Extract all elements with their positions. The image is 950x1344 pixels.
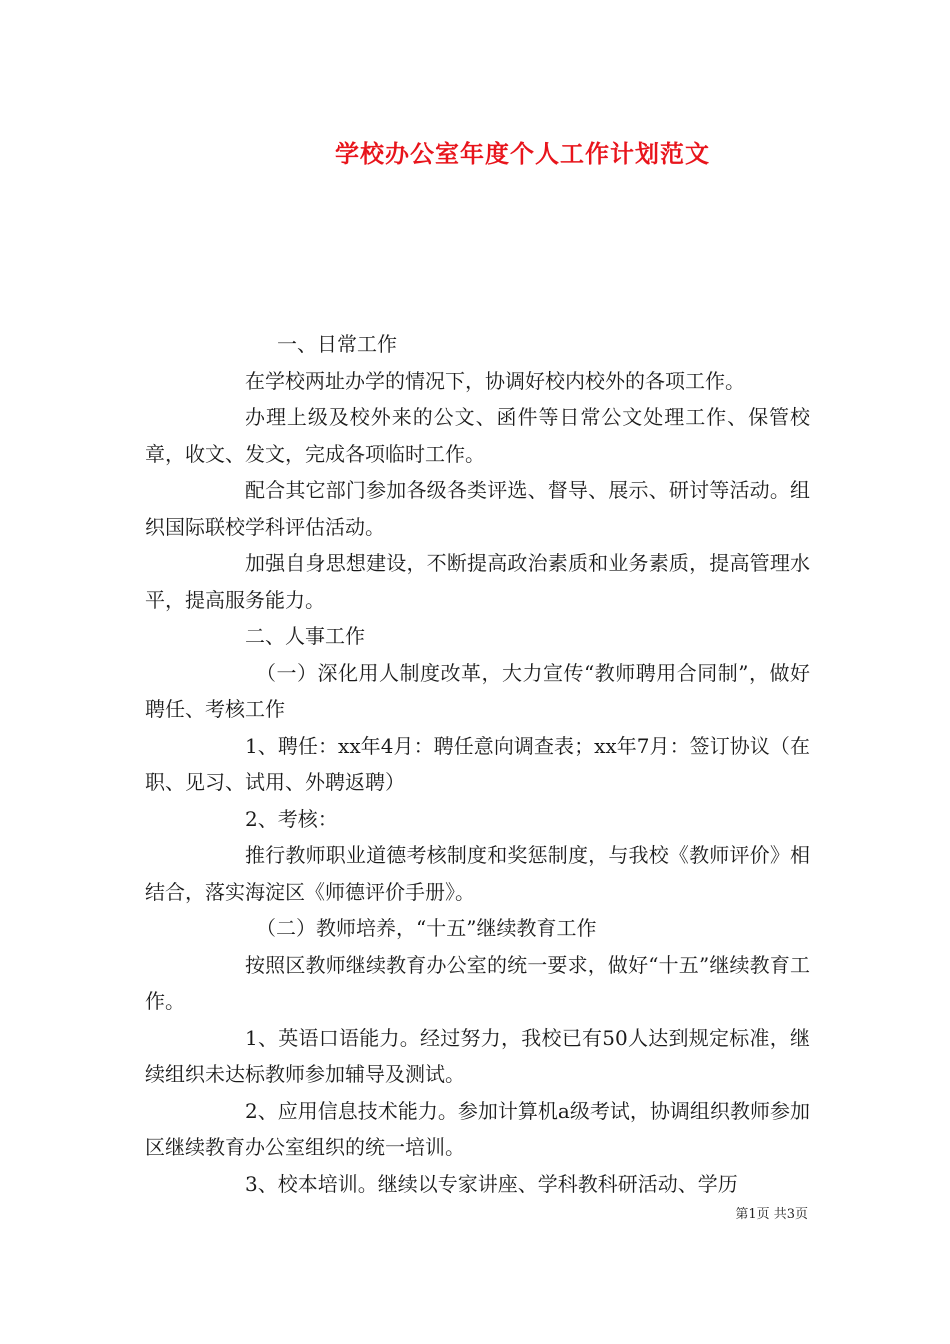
paragraph: 推行教师职业道德考核制度和奖惩制度，与我校《教师评价》相结合，落实海淀区《师德评价手册》。	[145, 843, 810, 904]
paragraph: 配合其它部门参加各级各类评选、督导、展示、研讨等活动。组织国际联校学科评估活动。	[145, 478, 810, 539]
paragraph: 2、考核：	[245, 806, 338, 831]
section-heading: 一、日常工作	[277, 332, 397, 356]
paragraph: 2、应用信息技术能力。参加计算机a级考试，协调组织教师参加区继续教育办公室组织的统一培训。	[145, 1098, 810, 1159]
paragraph: 办理上级及校外来的公文、函件等日常公文处理工作、保管校章，收文、发文，完成各项临时工作。	[145, 405, 810, 466]
paragraph: 加强自身思想建设，不断提高政治素质和业务素质，提高管理水平，提高服务能力。	[145, 551, 810, 612]
paragraph: 按照区教师继续教育办公室的统一要求，做好“十五”继续教育工作。	[145, 952, 810, 1013]
document-body	[145, 326, 810, 1202]
paragraph: 1、聘任：xx年4月：聘任意向调查表；xx年7月：签订协议（在职、见习、试用、外聘返聘）	[145, 733, 810, 794]
page-number: 第1页 共3页	[735, 1207, 808, 1222]
document-title: 学校办公室年度个人工作计划范文	[335, 139, 710, 168]
paragraph: 在学校两址办学的情况下，协调好校内校外的各项工作。	[245, 368, 745, 393]
section-heading: 二、人事工作	[245, 624, 365, 648]
paragraph: 1、英语口语能力。经过努力，我校已有50人达到规定标准，继续组织未达标教师参加辅导及测试。	[145, 1025, 810, 1086]
paragraph: 3、校本培训。继续以专家讲座、学科教科研活动、学历	[245, 1171, 738, 1196]
subsection-heading: （二）教师培养，“十五”继续教育工作	[256, 916, 597, 940]
subsection-heading: （一）深化用人制度改革，大力宣传“教师聘用合同制”，做好聘任、考核工作	[145, 660, 810, 721]
